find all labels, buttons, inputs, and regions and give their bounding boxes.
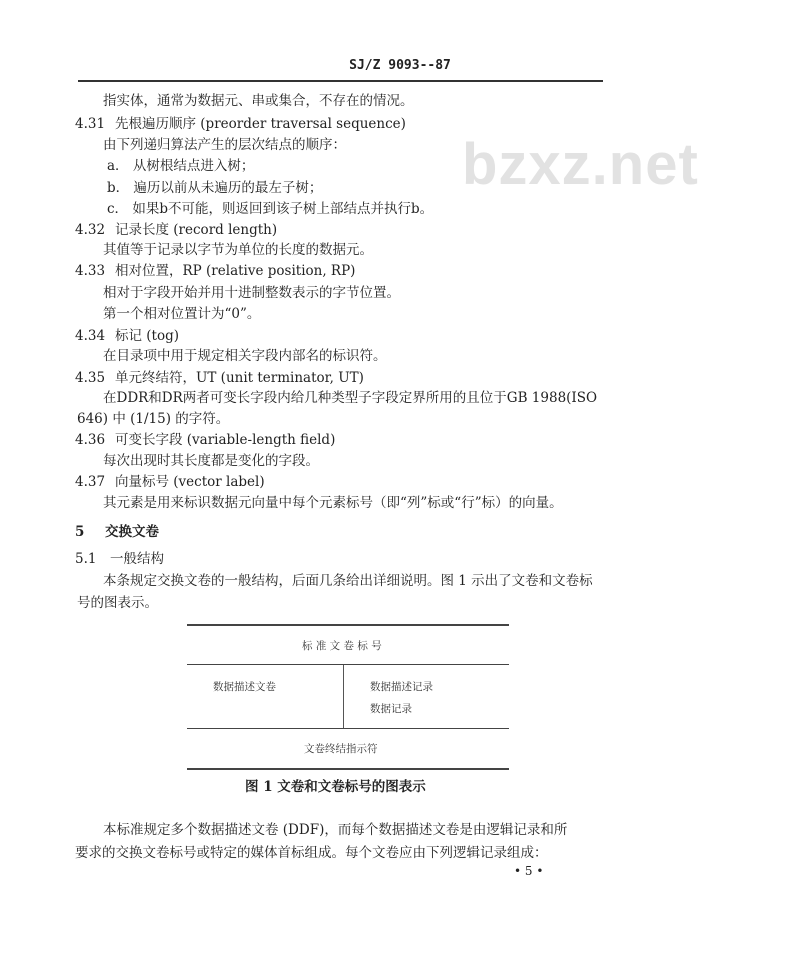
figure-right-label-1: 数据描述记录 (370, 681, 433, 693)
document-line: 其元素是用来标识数据元向量中每个元素标号（即“列”标或“行”标）的向量。 (103, 495, 563, 511)
figure-divider (343, 665, 344, 728)
clause-number: 4.34 (75, 328, 106, 344)
document-line: 指实体，通常为数据元、串或集合，不存在的情况。 (103, 93, 414, 109)
document-line: b． 遍历以前从未遍历的最左子树； (107, 180, 323, 196)
figure-1-diagram (187, 624, 509, 770)
section-5-number: 5 (75, 524, 85, 540)
section-5-title: 交换文卷 (105, 524, 159, 540)
figure-rule (187, 664, 509, 665)
figure-right-label-2: 数据记录 (370, 703, 412, 715)
header-rule (78, 80, 603, 82)
section-5-1-title: 一般结构 (110, 551, 164, 567)
figure-top-label: 标 准 文 卷 标 号 (302, 640, 382, 652)
clause-number: 4.32 (75, 222, 106, 238)
document-line: 标记 (tog) (115, 328, 180, 344)
figure-left-label: 数据描述文卷 (213, 681, 276, 693)
document-line: 第一个相对位置计为“0”。 (103, 306, 261, 322)
document-line: 每次出现时其长度都是变化的字段。 (103, 453, 319, 469)
figure-rule (187, 728, 509, 729)
clause-number: 4.33 (75, 263, 106, 279)
document-line: 由下列递归算法产生的层次结点的顺序： (103, 137, 346, 153)
page-number: • 5 • (514, 864, 544, 878)
document-line: c． 如果b不可能，则返回到该子树上部结点并执行b。 (107, 201, 434, 217)
document-line: 相对位置，RP (relative position, RP) (115, 263, 356, 279)
clause-number: 4.37 (75, 474, 106, 490)
paragraph-line: 本标准规定多个数据描述文卷 (DDF)，而每个数据描述文卷是由逻辑记录和所 (103, 822, 568, 838)
figure-caption: 图 1 文卷和文卷标号的图表示 (245, 779, 426, 795)
clause-number: 4.35 (75, 370, 106, 386)
document-line: 可变长字段 (variable-length field) (115, 432, 336, 448)
figure-rule (187, 624, 509, 626)
document-line: 相对于字段开始并用十进制整数表示的字节位置。 (103, 285, 400, 301)
figure-rule (187, 768, 509, 770)
paragraph-line: 号的图表示。 (77, 595, 158, 611)
watermark: bzxz.net (462, 132, 699, 197)
paragraph-line: 本条规定交换文卷的一般结构，后面几条给出详细说明。图 1 示出了文卷和文卷标 (103, 573, 593, 589)
clause-number: 4.31 (75, 116, 106, 132)
document-line: 646) 中 (1/15) 的字符。 (77, 411, 230, 427)
figure-bottom-label: 文卷终结指示符 (304, 743, 378, 755)
document-line: 先根遍历顺序 (preorder traversal sequence) (115, 116, 406, 132)
section-5-1-number: 5.1 (75, 551, 97, 567)
document-line: 在DDR和DR两者可变长字段内给几种类型子字段定界所用的且位于GB 1988(ISO (103, 390, 598, 406)
paragraph-line: 要求的交换文卷标号或特定的媒体首标组成。每个文卷应由下列逻辑记录组成： (75, 845, 548, 861)
document-line: 单元终结符，UT (unit terminator, UT) (115, 370, 364, 386)
document-line: 其值等于记录以字节为单位的长度的数据元。 (103, 242, 373, 258)
document-header-code: SJ/Z 9093--87 (349, 58, 451, 73)
clause-number: 4.36 (75, 432, 106, 448)
document-line: a． 从树根结点进入树； (107, 158, 255, 174)
document-line: 在目录项中用于规定相关字段内部名的标识符。 (103, 348, 387, 364)
document-line: 向量标号 (vector label) (115, 474, 265, 490)
document-line: 记录长度 (record length) (115, 222, 278, 238)
